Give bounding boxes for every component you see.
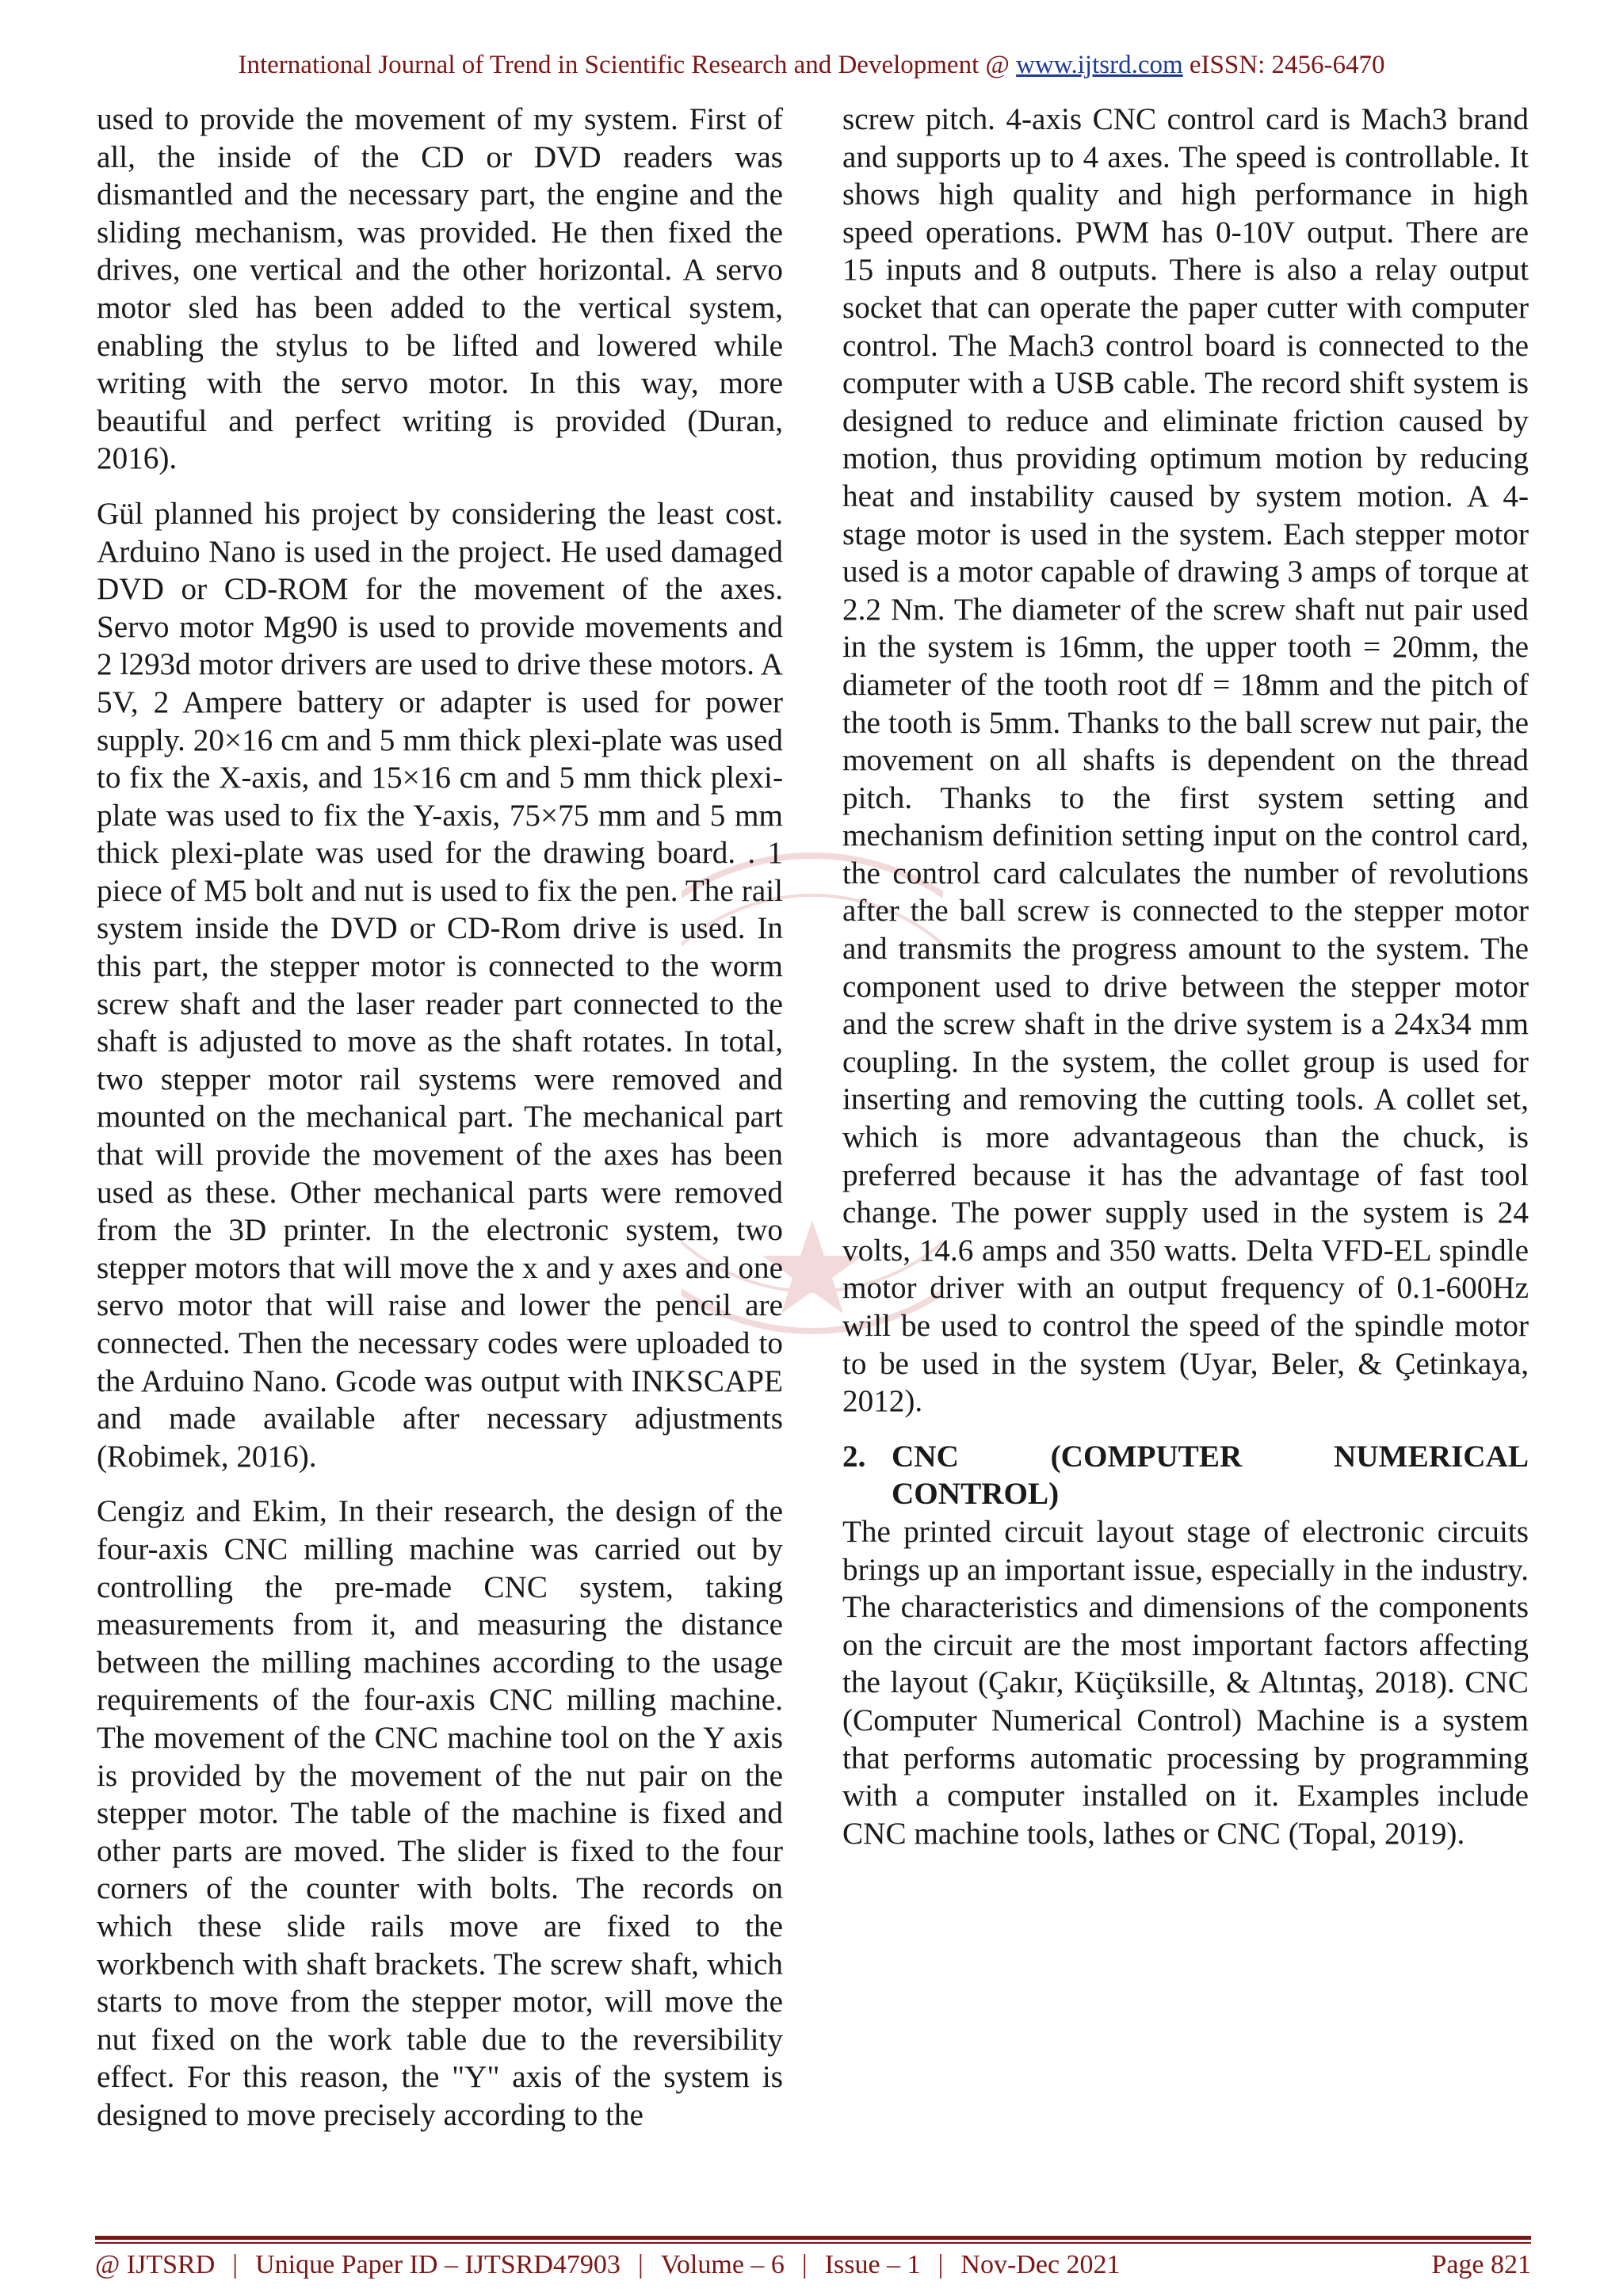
- footer-volume: Volume – 6: [660, 2250, 785, 2279]
- footer-info: @ IJTSRD | Unique Paper ID – IJTSRD47903 | Volume – 6 | Issue – 1 | Nov-Dec 2021: [95, 2250, 1121, 2279]
- footer-paper-id: Unique Paper ID – IJTSRD47903: [255, 2250, 621, 2279]
- paragraph: Cengiz and Ekim, In their research, the design of the four-axis CNC milling machine was carried out by controlling the pre-made CNC system, taking measurements from it, and measuring the distance between the milling machines according to the usage requirements of the four-axis CNC milling machine. The movement of the CNC machine tool on the Y axis is provided by the movement of the nut pair on the stepper motor. The table of the machine is fixed and other parts are moved. The slider is fixed to the four corners of the counter with bolts. The records on which these slide rails move are fixed to the workbench with shaft brackets. The screw shaft, which starts to move from the stepper motor, will move the nut fixed on the work table due to the reversibility effect. For this reason, the "Y" axis of the system is designed to move precisely according to the: [97, 1494, 783, 2132]
- running-header: [0, 49, 1623, 81]
- eissn: eISSN: 2456-6470: [1189, 51, 1385, 79]
- section-title: [892, 1438, 1529, 1513]
- section-title-line: CNC (COMPUTER NUMERICAL: [892, 1439, 1529, 1474]
- footer-rule-thin: [95, 2242, 1531, 2244]
- section-heading: [842, 1438, 1529, 1513]
- paragraph: screw pitch. 4-axis CNC control card is Mach3 brand and supports up to 4 axes. The speed is controllable. It shows high quality and high performance in high speed operations. PWM has 0-10V output. There are 15 inputs and 8 outputs. There is also a relay output socket that can operate the paper cutter with computer control. The Mach3 control board is connected to the computer with a USB cable. The record shift system is designed to reduce and eliminate friction caused by motion, thus providing optimum motion by reducing heat and instability caused by system motion. A 4-stage motor is used in the system. Each stepper motor used is a motor capable of drawing 3 amps of torque at 2.2 Nm. The diameter of the screw shaft nut pair used in the system is 16mm, the upper tooth = 20mm, the diameter of the tooth root df = 18mm and the pitch of the tooth is 5mm. Thanks to the ball screw nut pair, the movement on all shafts is dependent on the thread pitch. Thanks to the first system setting and mechanism definition setting input on the control card, the control card calculates the number of revolutions after the ball screw is connected to the stepper motor and transmits the progress amount to the system. The component used to drive between the stepper motor and the screw shaft in the drive system is a 24x34 mm coupling. In the system, the collet group is used for inserting and removing the cutting tools. A collet set, which is more advantageous than the chuck, is preferred because it has the advantage of fast tool change. The power supply used in the system is 24 volts, 14.6 amps and 350 watts. Delta VFD-EL spindle motor driver with an output frequency of 0.1-600Hz will be used to control the speed of the spindle motor to be used in the system (Uyar, Beler, & Çetinkaya, 2012).: [842, 102, 1529, 1419]
- footer-journal: @ IJTSRD: [95, 2250, 216, 2279]
- page-footer: [95, 2249, 1531, 2281]
- paragraph: The printed circuit layout stage of electronic circuits brings up an important issue, especially in the industry. The characteristics and dimensions of the components on the circuit are the most important factors affecting the layout (Çakır, Küçüksille, & Altıntaş, 2018). CNC (Computer Numerical Control) Machine is a system that performs automatic processing by programming with a computer installed on it. Examples include CNC machine tools, lathes or CNC (Topal, 2019).: [842, 1514, 1529, 1851]
- paragraph: used to provide the movement of my system. First of all, the inside of the CD or DVD readers was dismantled and the necessary part, the engine and the sliding mechanism, was provided. He then fixed the drives, one vertical and the other horizontal. A servo motor sled has been added to the vertical system, enabling the stylus to be lifted and lowered while writing with the servo motor. In this way, more beautiful and perfect writing is provided (Duran, 2016).: [97, 102, 783, 476]
- journal-url-link[interactable]: www.ijtsrd.com: [1016, 51, 1183, 79]
- footer-rule-thick: [95, 2236, 1531, 2240]
- section-number: 2.: [842, 1439, 866, 1474]
- paragraph: Gül planned his project by considering the least cost. Arduino Nano is used in the project. He used damaged DVD or CD-ROM for the movement of the axes. Servo motor Mg90 is used to provide movements and 2 l293d motor drivers are used to drive these motors. A 5V, 2 Ampere battery or adapter is used for power supply. 20×16 cm and 5 mm thick plexi-plate was used to fix the X-axis, and 15×16 cm and 5 mm thick plexi-plate was used to fix the Y-axis, 75×75 mm and 5 mm thick plexi-plate was used for the drawing board. . 1 piece of M5 bolt and nut is used to fix the pen. The rail system inside the DVD or CD-Rom drive is used. In this part, the stepper motor is connected to the worm screw shaft and the laser reader part connected to the shaft is adjusted to move as the shaft rotates. In total, two stepper motor rail systems were removed and mounted on the mechanical part. The mechanical part that will provide the movement of the axes has been used as these. Other mechanical parts were removed from the 3D printer. In the electronic system, two stepper motors that will move the x and y axes and one servo motor that will raise and lower the pencil are connected. Then the necessary codes were uploaded to the Arduino Nano. Gcode was output with INKSCAPE and made available after necessary adjustments (Robimek, 2016).: [97, 496, 783, 1474]
- page-number: Page 821: [1431, 2250, 1531, 2279]
- left-column: [97, 101, 783, 2151]
- section-title-line: CONTROL): [892, 1477, 1060, 1512]
- journal-name: International Journal of Trend in Scientific Research and Development @: [238, 51, 1010, 79]
- right-column: [842, 101, 1529, 1870]
- footer-date: Nov-Dec 2021: [960, 2250, 1121, 2279]
- footer-issue: Issue – 1: [824, 2250, 921, 2279]
